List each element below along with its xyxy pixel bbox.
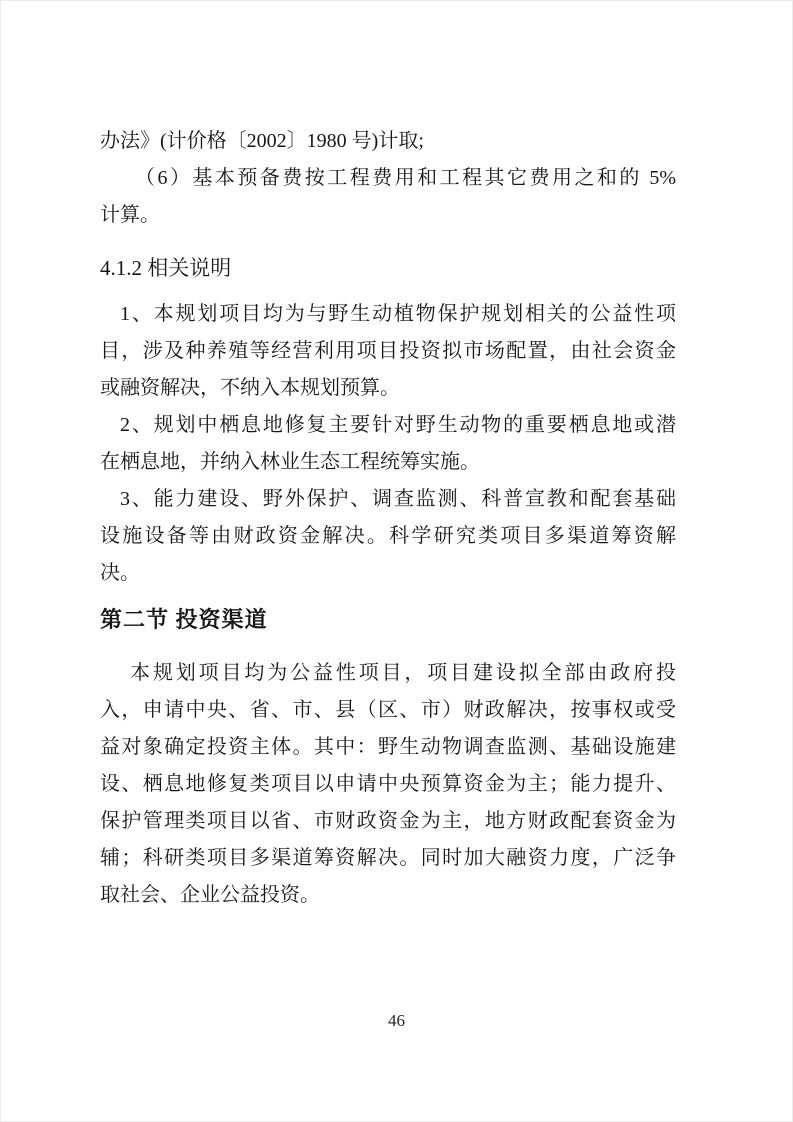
body-line: 计算。 [100,204,160,226]
body-line: 2、规划中栖息地修复主要针对野生动物的重要栖息地或潜 [120,414,676,436]
body-line: 1、本规划项目均为与野生动植物保护规划相关的公益性项 [120,303,676,325]
body-line: 取社会、企业公益投资。 [100,884,320,906]
body-line: 3、能力建设、野外保护、调查监测、科普宣教和配套基础 [120,488,676,510]
body-line: 目，涉及种养殖等经营利用项目投资拟市场配置，由社会资金 [100,340,676,362]
body-line: 辅；科研类项目多渠道筹资解决。同时加大融资力度，广泛争 [100,847,676,869]
body-line: 设施设备等由财政资金解决。科学研究类项目多渠道筹资解 [100,525,676,547]
numbered-paragraph [100,407,676,481]
body-line: 办法》(计价格〔2002〕1980 号)计取; [100,130,424,152]
numbered-paragraph [100,296,676,407]
section-heading: 第二节 投资渠道 [100,607,268,632]
page-number: 46 [388,1011,405,1030]
body-line: 益对象确定投资主体。其中：野生动物调查监测、基础设施建 [100,736,676,758]
numbered-paragraph [100,481,676,592]
paragraph [100,160,676,234]
paragraph [100,123,676,160]
subsection-heading: 4.1.2 相关说明 [100,256,232,280]
body-line: 本规划项目均为公益性项目，项目建设拟全部由政府投 [130,662,676,684]
body-line: 保护管理类项目以省、市财政资金为主，地方财政配套资金为 [100,810,676,832]
body-line: 决。 [100,562,140,584]
body-line: 入，申请中央、省、市、县（区、市）财政解决，按事权或受 [100,699,676,721]
body-line: 或融资解决，不纳入本规划预算。 [100,377,400,399]
paragraph [100,655,676,914]
body-line: 设、栖息地修复类项目以申请中央预算资金为主；能力提升、 [100,773,676,795]
body-line: （6）基本预备费按工程费用和工程其它费用之和的 5% [135,167,676,189]
body-line: 在栖息地，并纳入林业生态工程统筹实施。 [100,451,480,473]
